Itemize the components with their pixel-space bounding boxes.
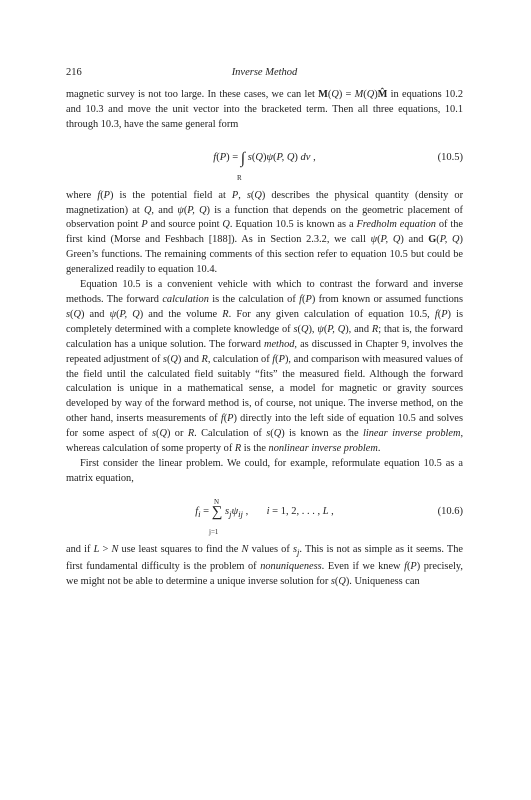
paragraph-3: Equation 10.5 is a convenient vehicle with which to contrast the forward and inverse methods. The forward calculation is the calculation of f(P) from known or assumed functions s(Q) and ψ(P, Q) and the volume R. For any given calculation of equation 10.5, f(P) is completely determined with a complete knowledge of s(Q), ψ(P, Q), and R; that is, the forward calculation has a unique solution. The forward method, as discussed in Chapter 9, involves the repeated adjustment of s(Q) and R, calculation of f(P), and comparison with measured values of the field until the calculated field suitably “fits” the measured field. Although the forward calculation is unique in a mathematical sense, a model for magnetic or gravity sources developed by way of the forward method is, of course, not unique. The inverse method, on the other hand, inserts measurements of f(P) directly into the left side of equation 10.5 and solves for some aspect of s(Q) or R. Calculation of s(Q) is known as the linear inverse problem, whereas calculation of some property of R is the nonlinear inverse problem. — [66, 279, 464, 455]
paragraph-2: where f(P) is the potential field at P, s(Q) describes the physical quantity (density or magnetization) at Q, and ψ(P, Q) is a function that depends on the geometric placement of observation point P and source point Q. Equation 10.5 is known as a Fredholm equation of the first kind (Morse and Feshbach [188]). As in Section 2.3.2, we call ψ(P, Q) and G(P, Q) Green’s functions. The remaining comments of this section refer to equation 10.5 but could be generalized readily to equation 10.4. — [66, 189, 464, 276]
book-page — [66, 66, 463, 590]
integral-limit: R — [237, 173, 242, 182]
paragraph-4: First consider the linear problem. We could, for example, reformulate equation 10.5 as a matrix equation, — [66, 457, 463, 484]
equation-10-6: $f_i$ = ∑ $s_j\psi_{ij}$ , i = 1, 2, . . . , L , N j=1 (10.6) — [66, 493, 463, 537]
running-title: Inverse Method — [231, 67, 298, 78]
paragraph-1: magnetic survey is not too large. In these cases, we can let M(Q) = M(Q)M̂ in equations 10.2 and 10.3 and move the unit vector into the bracketed term. Then all three equations, 10.1 through 10.3, have the same general form — [66, 88, 463, 130]
sum-lower-limit: j=1 — [209, 527, 219, 536]
equation-number: (10.6) — [437, 505, 463, 517]
page-header — [66, 66, 463, 81]
page-number: 216 — [66, 67, 82, 78]
paragraph-5: and if L > N use least squares to find the N values of $s_j$. This is not as simple as it seems. The first fundamental difficulty is the problem of nonuniqueness. Even if we knew f(P) precisely, we might not be able to determine a unique inverse solution for s(Q). Uniqueness can — [66, 543, 463, 587]
sum-upper-limit: N — [214, 497, 220, 506]
equation-number: (10.5) — [437, 151, 463, 163]
equation-10-5: f(P) = ∫ s(Q)ψ(P, Q) dv , R (10.5) — [66, 139, 463, 183]
